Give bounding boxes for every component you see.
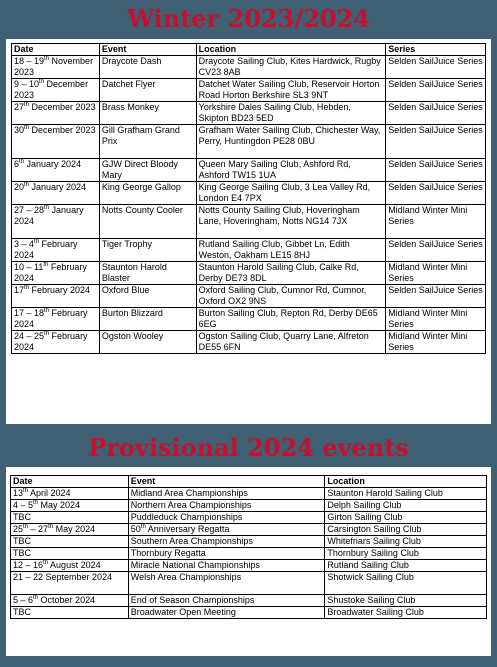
table-row — [12, 262, 486, 285]
date-cell: TBC — [11, 548, 129, 560]
date-cell: 6th January 2024 — [12, 159, 100, 182]
event-cell: Gill Grafham Grand Prix — [99, 125, 196, 159]
location-cell: Rutland Sailing Club — [325, 560, 487, 572]
location-cell: Shotwick Sailing Club — [325, 572, 487, 595]
provisional-table-header — [11, 476, 487, 488]
provisional-heading: Provisional 2024 events — [88, 433, 409, 462]
date-cell: 18 – 19th November 2023 — [12, 56, 100, 79]
location-cell: Queen Mary Sailing Club, Ashford Rd, Ashford TW15 1UA — [196, 159, 386, 182]
col-location-header: Location — [196, 44, 386, 56]
date-cell: TBC — [11, 512, 129, 524]
location-cell: King George Sailing Club, 3 Lea Valley Rd, London E4 7PX — [196, 182, 386, 205]
table-row — [12, 239, 486, 262]
event-cell: GJW Direct Bloody Mary — [99, 159, 196, 182]
event-cell: Puddleduck Championships — [128, 512, 325, 524]
date-cell: 10 – 11th February 2024 — [12, 262, 100, 285]
date-cell: 3 – 4th February 2024 — [12, 239, 100, 262]
series-cell: Selden SailJuice Series — [386, 79, 486, 102]
location-cell: Yorkshire Dales Sailing Club, Hebden, Skipton BD23 5ED — [196, 102, 386, 125]
event-cell: Oxford Blue — [99, 285, 196, 308]
table-row — [11, 500, 487, 512]
date-cell: TBC — [11, 536, 129, 548]
event-cell: Draycote Dash — [99, 56, 196, 79]
winter-table — [11, 43, 486, 354]
table-row — [11, 572, 487, 595]
event-cell: Tiger Trophy — [99, 239, 196, 262]
location-cell: Draycote Sailing Club, Kites Hardwick, Rugby CV23 8AB — [196, 56, 386, 79]
col-event-header: Event — [99, 44, 196, 56]
date-cell: 27th December 2023 — [12, 102, 100, 125]
location-cell: Oxford Sailing Club, Cumnor Rd, Cumnor, Oxford OX2 9NS — [196, 285, 386, 308]
date-cell: 21 – 22 September 2024 — [11, 572, 129, 595]
table-row — [11, 524, 487, 536]
event-cell: King George Gallop — [99, 182, 196, 205]
series-cell: Selden SailJuice Series — [386, 56, 486, 79]
date-cell: 9 – 10th December 2023 — [12, 79, 100, 102]
winter-heading: Winter 2023/2024 — [127, 4, 370, 33]
table-row — [12, 285, 486, 308]
col-event-header: Event — [128, 476, 325, 488]
location-cell: Thornbury Sailing Club — [325, 548, 487, 560]
event-cell: 50th Anniversary Regatta — [128, 524, 325, 536]
table-row — [12, 182, 486, 205]
event-cell: End of Season Championships — [128, 595, 325, 607]
table-row — [11, 607, 487, 619]
series-cell: Selden SailJuice Series — [386, 102, 486, 125]
event-cell: Broadwater Open Meeting — [128, 607, 325, 619]
series-cell: Selden SailJuice Series — [386, 125, 486, 159]
date-cell: 5 – 6th October 2024 — [11, 595, 129, 607]
col-location-header: Location — [325, 476, 487, 488]
table-row — [12, 56, 486, 79]
table-row — [11, 548, 487, 560]
location-cell: Datchet Water Sailing Club, Reservoir Horton Road Horton Berkshire SL3 9NT — [196, 79, 386, 102]
table-row — [11, 488, 487, 500]
series-cell: Selden SailJuice Series — [386, 285, 486, 308]
location-cell: Delph Sailing Club — [325, 500, 487, 512]
series-cell: Midland Winter Mini Series — [386, 331, 486, 354]
event-cell: Ogston Wooley — [99, 331, 196, 354]
event-cell: Southern Area Championships — [128, 536, 325, 548]
event-cell: Thornbury Regatta — [128, 548, 325, 560]
event-cell: Staunton Harold Blaster — [99, 262, 196, 285]
date-cell: 17 – 18th February 2024 — [12, 308, 100, 331]
event-cell: Brass Monkey — [99, 102, 196, 125]
table-row — [11, 512, 487, 524]
location-cell: Ogston Sailing Club, Quarry Lane, Alfreton DE55 6FN — [196, 331, 386, 354]
date-cell: 30th December 2023 — [12, 125, 100, 159]
location-cell: Grafham Water Sailing Club, Chichester Way, Perry, Huntingdon PE28 0BU — [196, 125, 386, 159]
series-cell: Midland Winter Mini Series — [386, 262, 486, 285]
series-cell: Selden SailJuice Series — [386, 182, 486, 205]
table-row — [11, 595, 487, 607]
location-cell: Broadwater Sailing Club — [325, 607, 487, 619]
table-row — [11, 560, 487, 572]
event-cell: Welsh Area Championships — [128, 572, 325, 595]
date-cell: 25th – 27th May 2024 — [11, 524, 129, 536]
location-cell: Burton Sailing Club, Repton Rd, Derby DE65 6EG — [196, 308, 386, 331]
table-row — [12, 308, 486, 331]
winter-panel — [6, 39, 491, 424]
location-cell: Shustoke Sailing Club — [325, 595, 487, 607]
location-cell: Notts County Sailing Club, Hoveringham Lane, Hoveringham, Notts NG14 7JX — [196, 205, 386, 239]
col-date-header: Date — [12, 44, 100, 56]
location-cell: Girton Sailing Club — [325, 512, 487, 524]
winter-table-header — [12, 44, 486, 56]
date-cell: 4 – 5th May 2024 — [11, 500, 129, 512]
table-row — [12, 79, 486, 102]
series-cell: Selden SailJuice Series — [386, 159, 486, 182]
table-row — [11, 536, 487, 548]
date-cell: 12 – 16th August 2024 — [11, 560, 129, 572]
location-cell: Staunton Harold Sailing Club — [325, 488, 487, 500]
series-cell: Midland Winter Mini Series — [386, 205, 486, 239]
location-cell: Staunton Harold Sailing Club, Calke Rd, Derby DE73 8DL — [196, 262, 386, 285]
event-cell: Midland Area Championships — [128, 488, 325, 500]
table-row — [12, 102, 486, 125]
event-cell: Datchet Flyer — [99, 79, 196, 102]
date-cell: 24 – 25th February 2024 — [12, 331, 100, 354]
date-cell: 27 – 28th January 2024 — [12, 205, 100, 239]
table-row — [12, 331, 486, 354]
date-cell: 17th February 2024 — [12, 285, 100, 308]
event-cell: Miracle National Championships — [128, 560, 325, 572]
series-cell: Midland Winter Mini Series — [386, 308, 486, 331]
event-cell: Notts County Cooler — [99, 205, 196, 239]
table-row — [12, 205, 486, 239]
location-cell: Carsington Sailing Club — [325, 524, 487, 536]
date-cell: 20th January 2024 — [12, 182, 100, 205]
provisional-panel — [6, 467, 491, 656]
location-cell: Whitefriars Sailing Club — [325, 536, 487, 548]
date-cell: 13th April 2024 — [11, 488, 129, 500]
series-cell: Selden SailJuice Series — [386, 239, 486, 262]
table-row — [12, 125, 486, 159]
event-cell: Northern Area Championships — [128, 500, 325, 512]
table-row — [12, 159, 486, 182]
date-cell: TBC — [11, 607, 129, 619]
provisional-table — [10, 475, 487, 619]
location-cell: Rutland Sailing Club, Gibbet Ln, Edith Weston, Oakham LE15 8HJ — [196, 239, 386, 262]
event-cell: Burton Blizzard — [99, 308, 196, 331]
col-series-header: Series — [386, 44, 486, 56]
col-date-header: Date — [11, 476, 129, 488]
